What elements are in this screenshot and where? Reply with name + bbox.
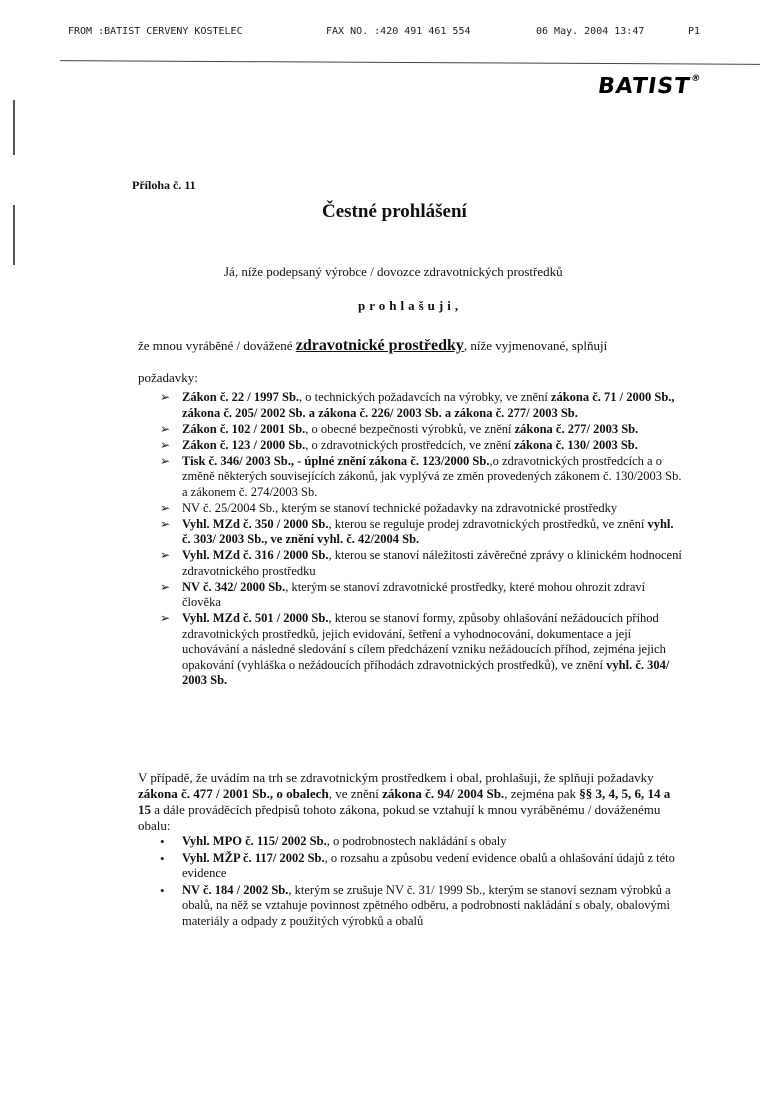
arrow-bullet-icon: ➢ bbox=[160, 516, 171, 531]
list-item: ➢ NV č. 25/2004 Sb., kterým se stanoví technické požadavky na zdravotnické prostředky bbox=[160, 500, 618, 515]
list-item: • NV č. 184 / 2002 Sb., kterým se zrušuje NV č. 31/ 1999 Sb., kterým se stanoví seznam výrobků a obalů, na něž se vztahuje povinnost zpětného odběru, a podrobnosti nakládání s obaly, obalovými materiály a odpady z použitých výrobků a obalů bbox=[160, 882, 671, 928]
dot-bullet-icon: • bbox=[160, 834, 165, 849]
arrow-bullet-icon: ➢ bbox=[160, 579, 171, 594]
arrow-bullet-icon: ➢ bbox=[160, 500, 171, 515]
list-item: ➢ Tisk č. 346/ 2003 Sb., - úplné znění zákona č. 123/2000 Sb.,o zdravotnických prostředcích a o změně některých souvisejících zákonů, jak vyplývá ze změn provedených zákonem č. 130/2003 Sb. a zákonem č. 274/2003 Sb. bbox=[160, 453, 682, 499]
fax-number: FAX NO. :420 491 461 554 bbox=[326, 26, 471, 37]
dot-bullet-icon: • bbox=[160, 882, 165, 898]
arrow-bullet-icon: ➢ bbox=[160, 611, 171, 625]
list-item: ➢ Zákon č. 123 / 2000 Sb., o zdravotnických prostředcích, ve znění zákona č. 130/ 2003 Sb. bbox=[160, 437, 638, 452]
dot-bullet-icon: • bbox=[160, 850, 165, 866]
annex-label: Příloha č. 11 bbox=[132, 178, 196, 192]
arrow-bullet-icon: ➢ bbox=[160, 437, 171, 452]
fax-divider bbox=[60, 60, 760, 65]
list-item: ➢ Vyhl. MZd č. 350 / 2000 Sb., kterou se reguluje prodej zdravotnických prostředků, ve znění vyhl. č. 303/ 2003 Sb., ve znění vyhl. č. 42/2004 Sb. bbox=[160, 516, 674, 546]
arrow-bullet-icon: ➢ bbox=[160, 390, 171, 404]
list-item: ➢ Vyhl. MZd č. 316 / 2000 Sb., kterou se stanoví náležitosti závěrečné zprávy o klinickém hodnocení zdravotnického prostředku bbox=[160, 548, 682, 578]
arrow-bullet-icon: ➢ bbox=[160, 548, 171, 562]
lead-sentence: že mnou vyráběné / dovážené zdravotnické prostředky, níže vyjmenované, splňují bbox=[138, 337, 608, 354]
scan-edge-mark bbox=[13, 205, 15, 265]
intro-line: Já, níže podepsaný výrobce / dovozce zdravotnických prostředků bbox=[224, 264, 563, 279]
list-item: • Vyhl. MPO č. 115/ 2002 Sb., o podrobnostech nakládání s obaly bbox=[160, 834, 507, 849]
list-item: ➢ Vyhl. MZd č. 501 / 2000 Sb., kterou se stanoví formy, způsoby ohlašování nežádoucích příhod zdravotnických prostředků, jejich evidování, šetření a vyhodnocování, dokumentace a její uchovávání a následné sledování s cílem předcházení vzniku nežádoucích příhod, zejména jejich opakování (vyhláška o nežádoucích příhodách zdravotnických prostředků), ve znění vyhl. č. 304/ 2003 Sb. bbox=[160, 611, 670, 687]
packaging-paragraph: V případě, že uvádím na trh se zdravotnickým prostředkem i obal, prohlašuji, že splňuji požadavky zákona č. 477 / 2001 Sb., o obalech, ve znění zákona č. 94/ 2004 Sb., zejména pak §§ 3, 4, 5, 6, 14 a 15 a dále prováděcích předpisů tohoto zákona, pokud se vztahují k mnou vyráběnému / dováženému obalu: bbox=[138, 770, 671, 833]
declaration-word: prohlašuji, bbox=[358, 298, 463, 313]
list-item: ➢ NV č. 342/ 2000 Sb., kterým se stanoví zdravotnické prostředky, které mohou ohrozit zdraví člověka bbox=[160, 579, 646, 609]
arrow-bullet-icon: ➢ bbox=[160, 453, 171, 468]
requirements-intro: požadavky: bbox=[138, 370, 198, 385]
fax-from: FROM :BATIST CERVENY KOSTELEC bbox=[68, 26, 243, 37]
fax-header bbox=[0, 26, 778, 50]
batist-logo: BATIST® bbox=[596, 74, 702, 99]
list-item: ➢ Zákon č. 22 / 1997 Sb., o technických požadavcích na výrobky, ve znění zákona č. 71 / 2000 Sb., zákona č. 205/ 2002 Sb. a zákona č. 226/ 2003 Sb. a zákona č. 277/ 2003 Sb. bbox=[160, 390, 675, 420]
highlight-term: zdravotnické prostředky bbox=[295, 337, 464, 354]
fax-date: 06 May. 2004 13:47 bbox=[536, 26, 645, 37]
packaging-list bbox=[158, 834, 690, 930]
list-item: • Vyhl. MŽP č. 117/ 2002 Sb., o rozsahu a způsobu vedení evidence obalů a ohlašování údajů z této evidence bbox=[160, 850, 675, 880]
list-item: ➢ Zákon č. 102 / 2001 Sb., o obecné bezpečnosti výrobků, ve znění zákona č. 277/ 2003 Sb. bbox=[160, 421, 639, 436]
requirements-list bbox=[160, 390, 685, 689]
document-title: Čestné prohlášení bbox=[322, 201, 467, 222]
fax-page: P1 bbox=[688, 26, 701, 37]
scan-edge-mark bbox=[13, 100, 15, 155]
arrow-bullet-icon: ➢ bbox=[160, 421, 171, 436]
